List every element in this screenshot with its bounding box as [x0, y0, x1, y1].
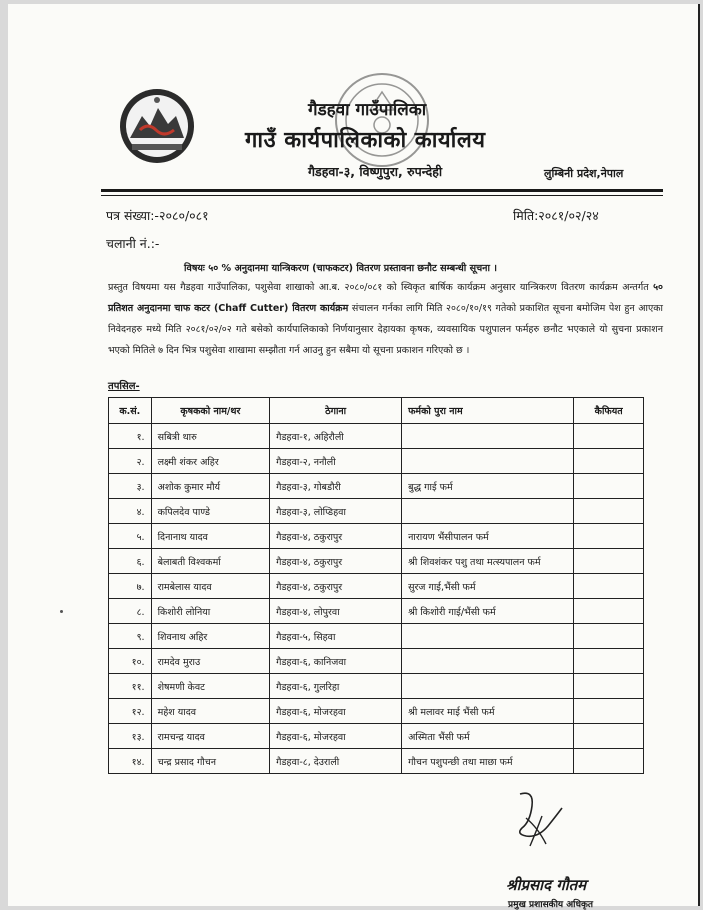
cell-address: गैडहवा-६, गुलरिहा: [270, 674, 402, 699]
table-row: [109, 549, 644, 574]
cell-remarks: [574, 499, 644, 524]
cell-sn: ३.: [109, 474, 152, 499]
cell-address: गैडहवा-६, मोजरहवा: [270, 724, 402, 749]
signatory-name: श्रीप्रसाद गौतम: [506, 876, 587, 894]
municipality-name: गैडहवा गाउँपालिका: [308, 100, 427, 120]
cell-address: गैडहवा-८, देउराली: [270, 749, 402, 774]
table-row: [109, 749, 644, 774]
cell-address: गैडहवा-४, ठकुरापुर: [270, 524, 402, 549]
cell-remarks: [574, 674, 644, 699]
cell-firm-name: [402, 499, 574, 524]
letter-page: [8, 4, 700, 910]
cell-firm-name: श्री शिवशंकर पशु तथा मत्स्यपालन फर्म: [402, 549, 574, 574]
cell-remarks: [574, 574, 644, 599]
cell-address: गैडहवा-४, ठकुरापुर: [270, 549, 402, 574]
cell-sn: १३.: [109, 724, 152, 749]
table-row: [109, 674, 644, 699]
cell-remarks: [574, 474, 644, 499]
cell-remarks: [574, 749, 644, 774]
details-label: तपसिल-: [108, 381, 140, 392]
table-row: [109, 624, 644, 649]
table-row: [109, 574, 644, 599]
table-row: [109, 524, 644, 549]
cell-farmer-name: रामचन्द्र यादव: [151, 724, 270, 749]
header-divider-thick: [101, 189, 663, 192]
cell-firm-name: बुद्ध गाई फर्म: [402, 474, 574, 499]
cell-firm-name: [402, 424, 574, 449]
letter-date: मिति:२०८१/०२/२४: [513, 208, 599, 223]
cell-remarks: [574, 599, 644, 624]
cell-sn: ११.: [109, 674, 152, 699]
col-header-firm-name: फर्मको पुरा नाम: [402, 398, 574, 424]
cell-address: गैडहवा-२, ननौली: [270, 449, 402, 474]
body-text-part-a: प्रस्तुत विषयमा यस गैडहवा गाउँपालिका, पशुसेवा शाखाको आ.ब. २०८०/०८१ को स्विकृत बार्षिक कार्यक्रम अनुसार यान्त्रिकरण वितरण कार्यक्रम अन्तर्गत: [108, 282, 654, 293]
col-header-sn: क.सं.: [109, 398, 152, 424]
cell-sn: १२.: [109, 699, 152, 724]
cell-firm-name: [402, 449, 574, 474]
cell-firm-name: नारायण भैंसीपालन फर्म: [402, 524, 574, 549]
cell-firm-name: [402, 624, 574, 649]
cell-address: गैडहवा-६, कानिजवा: [270, 649, 402, 674]
cell-sn: ७.: [109, 574, 152, 599]
cell-farmer-name: कपिलदेव पाण्डे: [151, 499, 270, 524]
cell-sn: ९.: [109, 624, 152, 649]
body-text-bold: ५० प्रतिशत अनुदानमा चाफ कटर (Chaff Cutter) वितरण कार्यक्रम: [108, 282, 663, 314]
notice-body: [108, 277, 663, 361]
col-header-remarks: कैफियत: [574, 398, 644, 424]
header-divider-thin: [101, 195, 663, 196]
paper-speck: [60, 610, 63, 613]
cell-firm-name: श्री मलावर माई भैंसी फर्म: [402, 699, 574, 724]
handwritten-signature: [512, 788, 568, 852]
office-seal-stamp: [332, 70, 432, 170]
cell-firm-name: अस्मिता भैंसी फर्म: [402, 724, 574, 749]
cell-sn: ५.: [109, 524, 152, 549]
cell-address: गैडहवा-३, गोबडौरी: [270, 474, 402, 499]
cell-address: गैडहवा-१, अहिरौली: [270, 424, 402, 449]
selected-farmers-table: [108, 397, 644, 774]
cell-sn: ४.: [109, 499, 152, 524]
table-row: [109, 424, 644, 449]
cell-farmer-name: किशोरी लोनिया: [151, 599, 270, 624]
body-text-part-b: संचालन गर्नका लागि मिति २०८०/१०/१९ गतेको प्रकाशित सूचना बमोजिम पेश हुन आएका निवेदनहरु मध्ये मिति २०८१/०२/०२ गते बसेको कार्यपालिकाको निर्णयानुसार देहायका कृषक, व्यवसायिक पशुपालन फर्महरु छनौट भएकाले यो सुचना प्रकाशन भएको मितिले ७ दिन भित्र पशुसेवा शाखामा सम्झौता गर्न आउनु हुन सबैमा यो सूचना प्रकाशन गरिएको छ ।: [108, 303, 664, 356]
cell-farmer-name: सबित्री थारु: [151, 424, 270, 449]
cell-remarks: [574, 424, 644, 449]
cell-firm-name: श्री किशोरी गाई/भैंसी फर्म: [402, 599, 574, 624]
table-row: [109, 499, 644, 524]
cell-sn: १४.: [109, 749, 152, 774]
reference-number: पत्र संख्या:-२०८०/०८१: [106, 208, 209, 223]
cell-farmer-name: अशोक कुमार मौर्य: [151, 474, 270, 499]
cell-firm-name: गौचन पशुपन्छी तथा माछा फर्म: [402, 749, 574, 774]
table-header-row: [109, 398, 644, 424]
cell-sn: २.: [109, 449, 152, 474]
cell-sn: १०.: [109, 649, 152, 674]
cell-farmer-name: दिनानाथ यादव: [151, 524, 270, 549]
cell-remarks: [574, 699, 644, 724]
cell-address: गैडहवा-४, ठकुरापुर: [270, 574, 402, 599]
signatory-designation: प्रमुख प्रशासकीय अधिकृत: [508, 900, 594, 910]
subject-line: विषयः ५० % अनुदानमा यान्त्रिकरण (चाफकटर) वितरण प्रस्तावना छनौट सम्बन्धी सूचना ।: [184, 263, 497, 274]
cell-remarks: [574, 549, 644, 574]
province-label: लुम्बिनी प्रदेश,नेपाल: [544, 167, 624, 180]
table-row: [109, 474, 644, 499]
table-row: [109, 724, 644, 749]
cell-farmer-name: लक्ष्मी शंकर अहिर: [151, 449, 270, 474]
cell-sn: ६.: [109, 549, 152, 574]
cell-remarks: [574, 649, 644, 674]
cell-sn: १.: [109, 424, 152, 449]
cell-farmer-name: चन्द्र प्रसाद गौचन: [151, 749, 270, 774]
office-address: गैडहवा-३, विष्णुपुरा, रुपन्देही: [308, 164, 443, 179]
cell-firm-name: [402, 674, 574, 699]
cell-remarks: [574, 724, 644, 749]
table-row: [109, 449, 644, 474]
cell-remarks: [574, 624, 644, 649]
nepal-emblem-logo: [118, 86, 196, 166]
cell-remarks: [574, 449, 644, 474]
cell-remarks: [574, 524, 644, 549]
cell-farmer-name: शेषमणी केवट: [151, 674, 270, 699]
cell-address: गैडहवा-४, लोपुरवा: [270, 599, 402, 624]
cell-address: गैडहवा-६, मोजरहवा: [270, 699, 402, 724]
table-row: [109, 699, 644, 724]
cell-farmer-name: शिवनाथ अहिर: [151, 624, 270, 649]
cell-sn: ८.: [109, 599, 152, 624]
cell-farmer-name: रामदेव मुराउ: [151, 649, 270, 674]
cell-farmer-name: महेश यादव: [151, 699, 270, 724]
cell-firm-name: सुरज गाई,भैंसी फर्म: [402, 574, 574, 599]
office-title: गाउँ कार्यपालिकाको कार्यालय: [245, 128, 486, 153]
cell-farmer-name: बेलाबती विश्वकर्मा: [151, 549, 270, 574]
table-row: [109, 599, 644, 624]
dispatch-number: चलानी नं.:-: [106, 236, 160, 251]
cell-firm-name: [402, 649, 574, 674]
table-row: [109, 649, 644, 674]
col-header-address: ठेगाना: [270, 398, 402, 424]
cell-farmer-name: रामबेलास यादव: [151, 574, 270, 599]
col-header-farmer-name: कृषकको नाम/थर: [151, 398, 270, 424]
cell-address: गैडहवा-३, लोप्डिहवा: [270, 499, 402, 524]
cell-address: गैडहवा-५, सिहवा: [270, 624, 402, 649]
